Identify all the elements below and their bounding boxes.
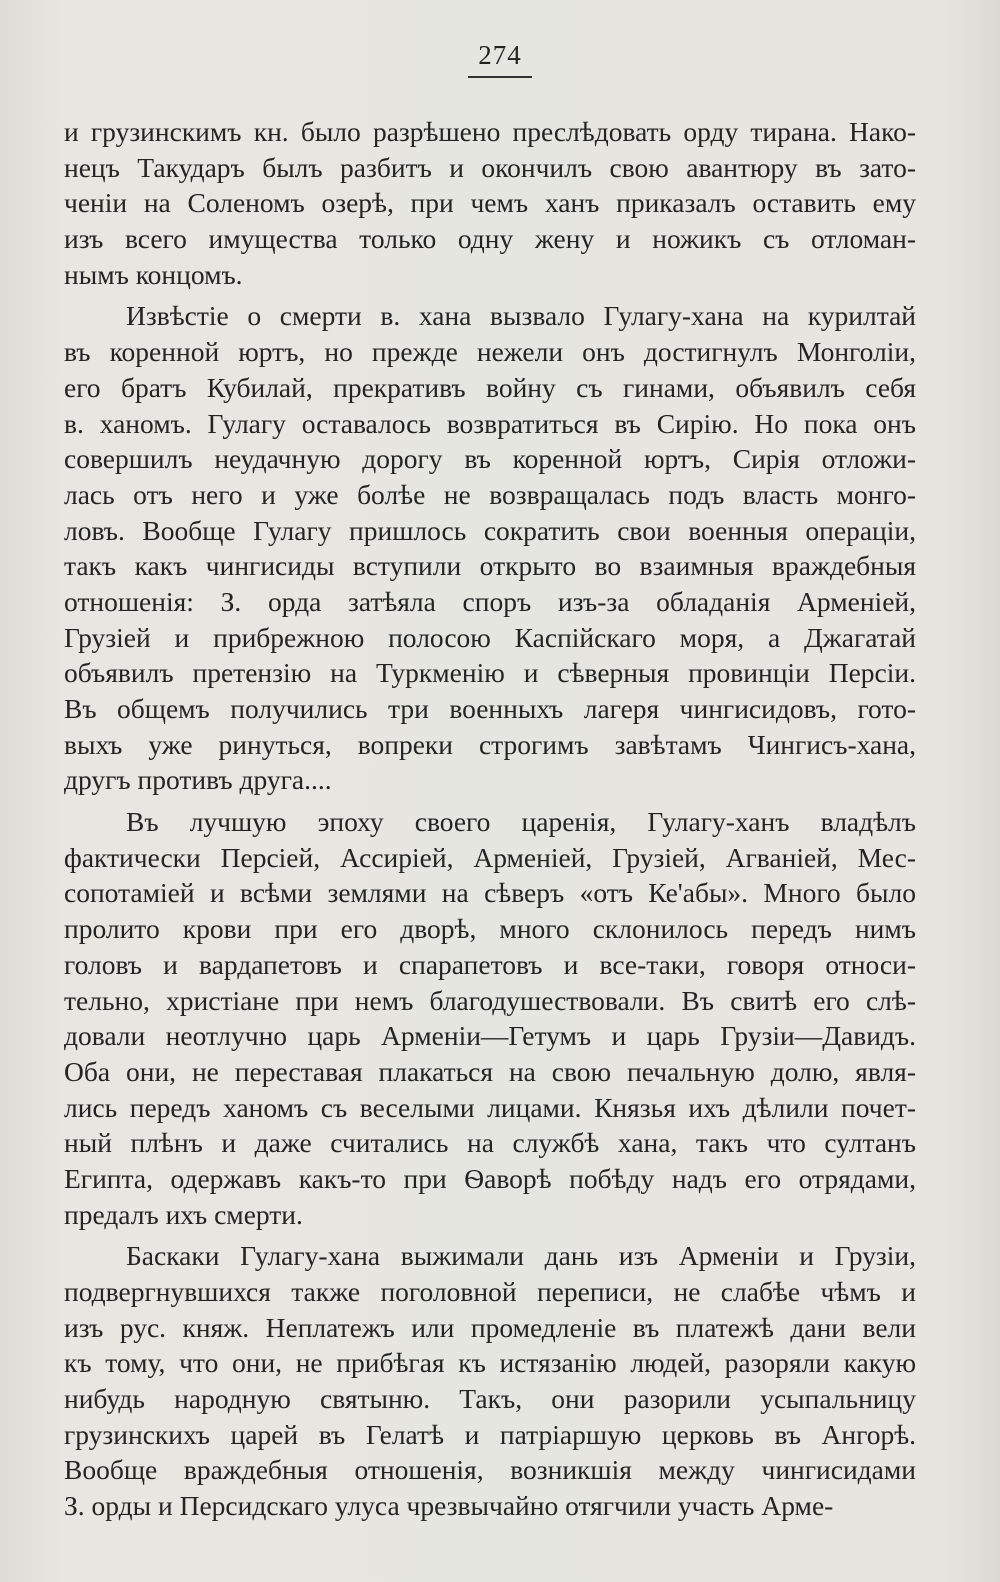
paragraph (64, 1238, 916, 1524)
text-line: объявилъ претензію на Туркменію и сѣверныя провинціи Персіи. (64, 657, 916, 689)
text-line: головъ и вардапетовъ и спарапетовъ и все-таки, говоря относи- (64, 948, 916, 980)
text-line: изъ всего имущества только одну жену и ножикъ съ отломан- (64, 223, 916, 255)
text-line: грузинскихъ царей въ Гелатѣ и патріаршую церковь въ Ангорѣ. (64, 1418, 916, 1450)
text-line: и грузинскимъ кн. было разрѣшено преслѣдовать орду тирана. Нако- (64, 116, 916, 147)
text-line: такъ какъ чингисиды вступили открыто во взаимныя враждебныя (64, 550, 916, 582)
text-line: ловъ. Вообще Гулагу пришлось сократить свои военныя операціи, (64, 514, 916, 546)
text-line: Оба они, не переставая плакаться на свою печальную долю, явля- (64, 1055, 916, 1087)
text-line: Въ общемъ получились три военныхъ лагеря чингисидовъ, гото- (64, 693, 916, 724)
text-line: Египта, одержавъ какъ-то при Ѳаворѣ побѣду надъ его отрядами, (64, 1162, 916, 1194)
paragraph (64, 804, 916, 1232)
text-line: нибудь народную святыню. Такъ, они разорили усыпальницу (64, 1383, 916, 1415)
text-line: в. ханомъ. Гулагу оставалось возвратиться въ Сирію. Но пока онъ (64, 407, 916, 439)
text-line: ченіи на Соленомъ озерѣ, при чемъ ханъ приказалъ оставить ему (64, 187, 916, 219)
text-line: сопотаміей и всѣми землями на сѣверъ «отъ Ке'абы». Много было (64, 877, 916, 909)
text-line: его братъ Кубилай, прекративъ войну съ гинами, объявилъ себя (64, 371, 916, 403)
text-line: совершилъ неудачную дорогу въ коренной юртъ, Сирія отложи- (64, 443, 916, 475)
page-number (0, 40, 1000, 78)
text-line: лась отъ него и уже болѣе не возвращалась подъ власть монго- (64, 478, 916, 510)
text-line: другъ противъ друга.... (64, 764, 332, 796)
text-line: Грузіей и прибрежною полосою Каспійскаго моря, а Джагатай (64, 621, 916, 653)
text-line: Вообще враждебныя отношенія, возникшія между чингисидами (64, 1454, 916, 1486)
text-line: пролито крови при его дворѣ, много склонилось передъ нимъ (64, 913, 916, 945)
text-line: изъ рус. княж. Неплатежъ или промедленіе въ платежѣ дани вели (64, 1311, 916, 1343)
paragraph (64, 298, 916, 798)
text-line: фактически Персіей, Ассиріей, Арменіей, Грузіей, Агваніей, Мес- (64, 841, 916, 873)
text-line: предалъ ихъ смерти. (64, 1198, 303, 1230)
text-line: отношенія: З. орда затѣяла споръ изъ-за обладанія Арменіей, (64, 585, 916, 617)
body-text (64, 114, 916, 1524)
text-line: выхъ уже ринуться, вопреки строгимъ завѣтамъ Чингисъ-хана, (64, 728, 916, 760)
text-line: Извѣстіе о смерти в. хана вызвало Гулагу-хана на курилтай (126, 300, 916, 332)
text-line: нецъ Такударъ былъ разбитъ и окончилъ свою авантюру въ зато- (64, 151, 916, 183)
text-line: довали неотлучно царь Арменіи—Гетумъ и царь Грузіи—Давидъ. (64, 1020, 916, 1052)
text-line: въ коренной юртъ, но прежде нежели онъ достигнулъ Монголіи, (64, 336, 916, 368)
text-line: нымъ концомъ. (64, 258, 243, 290)
text-line: тельно, христіане при немъ благодушествовали. Въ свитѣ его слѣ- (64, 984, 916, 1016)
text-line: ный плѣнъ и даже считались на службѣ хана, такъ что султанъ (64, 1127, 916, 1159)
text-line: лись передъ ханомъ съ веселыми лицами. Князья ихъ дѣлили почет- (64, 1091, 916, 1123)
paragraph (64, 114, 916, 292)
text-line: къ тому, что они, не прибѣгая къ истязанію людей, разоряли какую (64, 1347, 916, 1379)
page-number-text: 274 (468, 40, 532, 78)
text-line: Въ лучшую эпоху своего царенія, Гулагу-ханъ владѣлъ (126, 806, 916, 838)
text-line: подвергнувшихся также поголовной переписи, не слабѣе чѣмъ и (64, 1276, 916, 1307)
text-line: Баскаки Гулагу-хана выжимали дань изъ Арменіи и Грузіи, (126, 1240, 916, 1272)
text-line: З. орды и Персидскаго улуса чрезвычайно отягчили участь Арме- (64, 1490, 834, 1522)
